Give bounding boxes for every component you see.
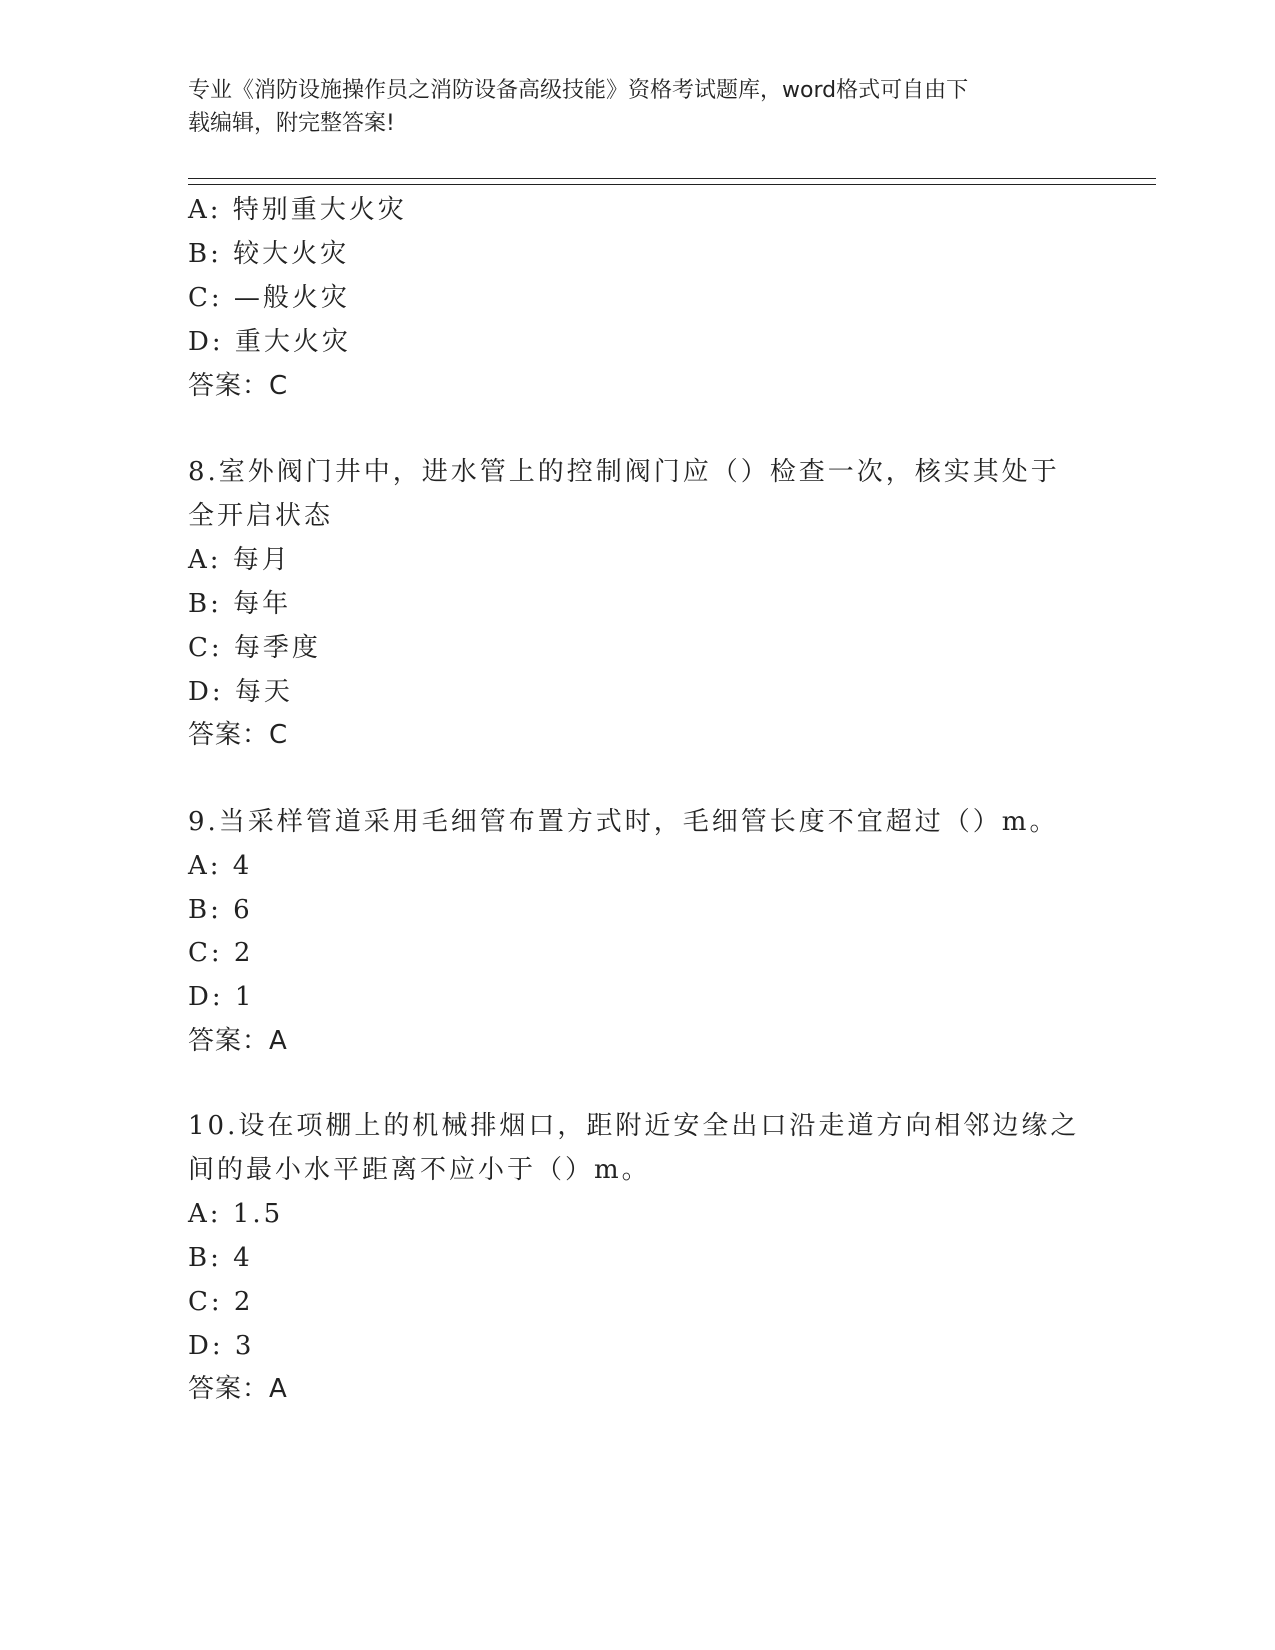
option-d: D: 3: [188, 1331, 255, 1361]
question-8-stem-line-2: 全开启状态: [188, 501, 334, 531]
answer: 答案：C: [188, 720, 289, 750]
option-b: B: 6: [188, 895, 253, 925]
option-c: C: 2: [188, 938, 254, 968]
option-a: A: 1.5: [188, 1199, 284, 1229]
question-8-stem-line-1: 8.室外阀门井中，进水管上的控制阀门应（）检查一次，核实其处于: [188, 457, 1060, 487]
header-divider-bottom: [188, 184, 1156, 185]
option-a: A: 特别重大火灾: [188, 195, 407, 225]
option-d: D: 重大火灾: [188, 327, 351, 357]
option-d: D: 1: [188, 982, 255, 1012]
option-c: C: 2: [188, 1287, 254, 1317]
option-b: B: 较大火灾: [188, 239, 350, 269]
option-a: A: 每月: [188, 545, 291, 575]
question-9-stem-line-1: 9.当采样管道采用毛细管布置方式时，毛细管长度不宜超过（）m。: [188, 807, 1059, 837]
question-10-stem-line-1: 10.设在项棚上的机械排烟口，距附近安全出口沿走道方向相邻边缘之: [188, 1111, 1080, 1141]
option-b: B: 每年: [188, 589, 292, 619]
answer: 答案：A: [188, 1026, 288, 1056]
option-b: B: 4: [188, 1243, 253, 1273]
option-c: C: 每季度: [188, 633, 321, 663]
option-c: C: —般火灾: [188, 283, 350, 313]
header-line-1: 专业《消防设施操作员之消防设备高级技能》资格考试题库，word格式可自由下: [188, 78, 969, 103]
option-a: A: 4: [188, 851, 253, 881]
option-d: D: 每天: [188, 677, 293, 707]
answer: 答案：C: [188, 371, 289, 401]
answer: 答案：A: [188, 1374, 288, 1404]
question-10-stem-line-2: 间的最小水平距离不应小于（）m。: [188, 1155, 651, 1185]
header-divider-top: [188, 178, 1156, 179]
document-header: [188, 74, 1068, 140]
header-line-2: 载编辑，附完整答案!: [188, 111, 395, 136]
